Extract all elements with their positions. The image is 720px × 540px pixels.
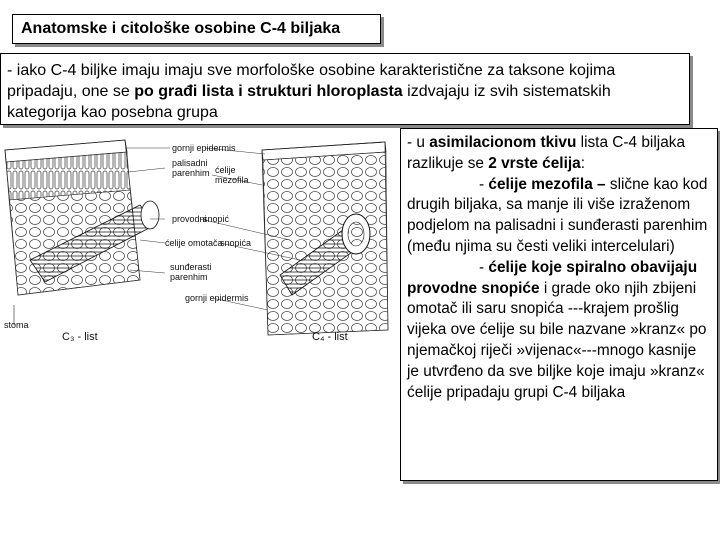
paragraph-kranz — [407, 258, 711, 404]
leaf-anatomy-figure — [0, 130, 395, 350]
caption-c3: C₃ - list — [62, 331, 98, 343]
label-upper-epidermis: gornji epidermis — [172, 143, 236, 153]
label-stoma: stoma — [4, 320, 29, 330]
bold-text: ćelije koje spiralno obavijaju provodne snopiće — [407, 258, 698, 297]
slide-title: Anatomske i citološke osobine C-4 biljaka — [21, 20, 341, 37]
label-parenchyma-2: parenhim — [170, 272, 208, 282]
c4-leaf-drawing — [262, 142, 388, 335]
label-spongy: sunđerasti — [170, 262, 212, 272]
text: - — [479, 258, 489, 276]
paragraph-mesophyll — [407, 175, 711, 258]
label-sheath-cells: ćelije omotača — [165, 238, 223, 248]
label-bundle: snopić — [203, 214, 230, 224]
bold-text: asimilacionom tkivu — [429, 134, 577, 151]
bold-text: ćelije mezofila – — [488, 175, 606, 193]
intro-text-2: izdvajaju iz svih sistematskih kategorija kao posebna grupa — [7, 83, 611, 121]
bold-text: 2 vrste ćelija — [488, 154, 581, 172]
label-bundle-gen: snopića — [220, 238, 252, 248]
label-cells: ćelije — [215, 165, 236, 175]
text: slične kao kod drugih biljaka, sa manje ili više izraženom podjelom na palisadni i sunđerasti parenhim (među njima su česti veliki intercelulari) — [407, 175, 708, 255]
paragraph-intro — [407, 133, 711, 175]
intro-text-box — [0, 53, 690, 125]
text: : — [580, 154, 585, 172]
text: - u — [407, 134, 430, 151]
text: i grade oko njih zbijeni omotač ili saru snopića ---krajem prošlig vijeka ove ćelije su bile nazvane »kranz« po njemačkoj riječi »vijenac«---mnogo kasnije je utvrđeno da sve biljke koje imaju »kranz« ćelije pripadaju grupi C-4 biljaka — [407, 279, 707, 401]
label-palisade: palisadni — [172, 158, 208, 168]
text: - — [479, 175, 489, 193]
slide-title-box — [12, 14, 381, 44]
label-mesophyll: mezofila — [215, 175, 249, 185]
c3-leaf-drawing — [5, 140, 159, 325]
text: lista C-4 biljaka razlikuje se — [407, 134, 686, 172]
label-parenchyma: parenhim — [172, 168, 210, 178]
label-vascular: provodni — [172, 214, 207, 224]
caption-c4: C₄ - list — [312, 331, 348, 343]
intro-bold: po građi lista i strukturi hloroplasta — [134, 83, 403, 100]
label-upper-epidermis-2: gornji epidermis — [185, 293, 249, 303]
description-box — [400, 128, 718, 481]
intro-text-1: - iako C-4 biljke imaju imaju sve morfološke osobine karakteristične za taksone kojima pripadaju, one se — [7, 62, 616, 100]
